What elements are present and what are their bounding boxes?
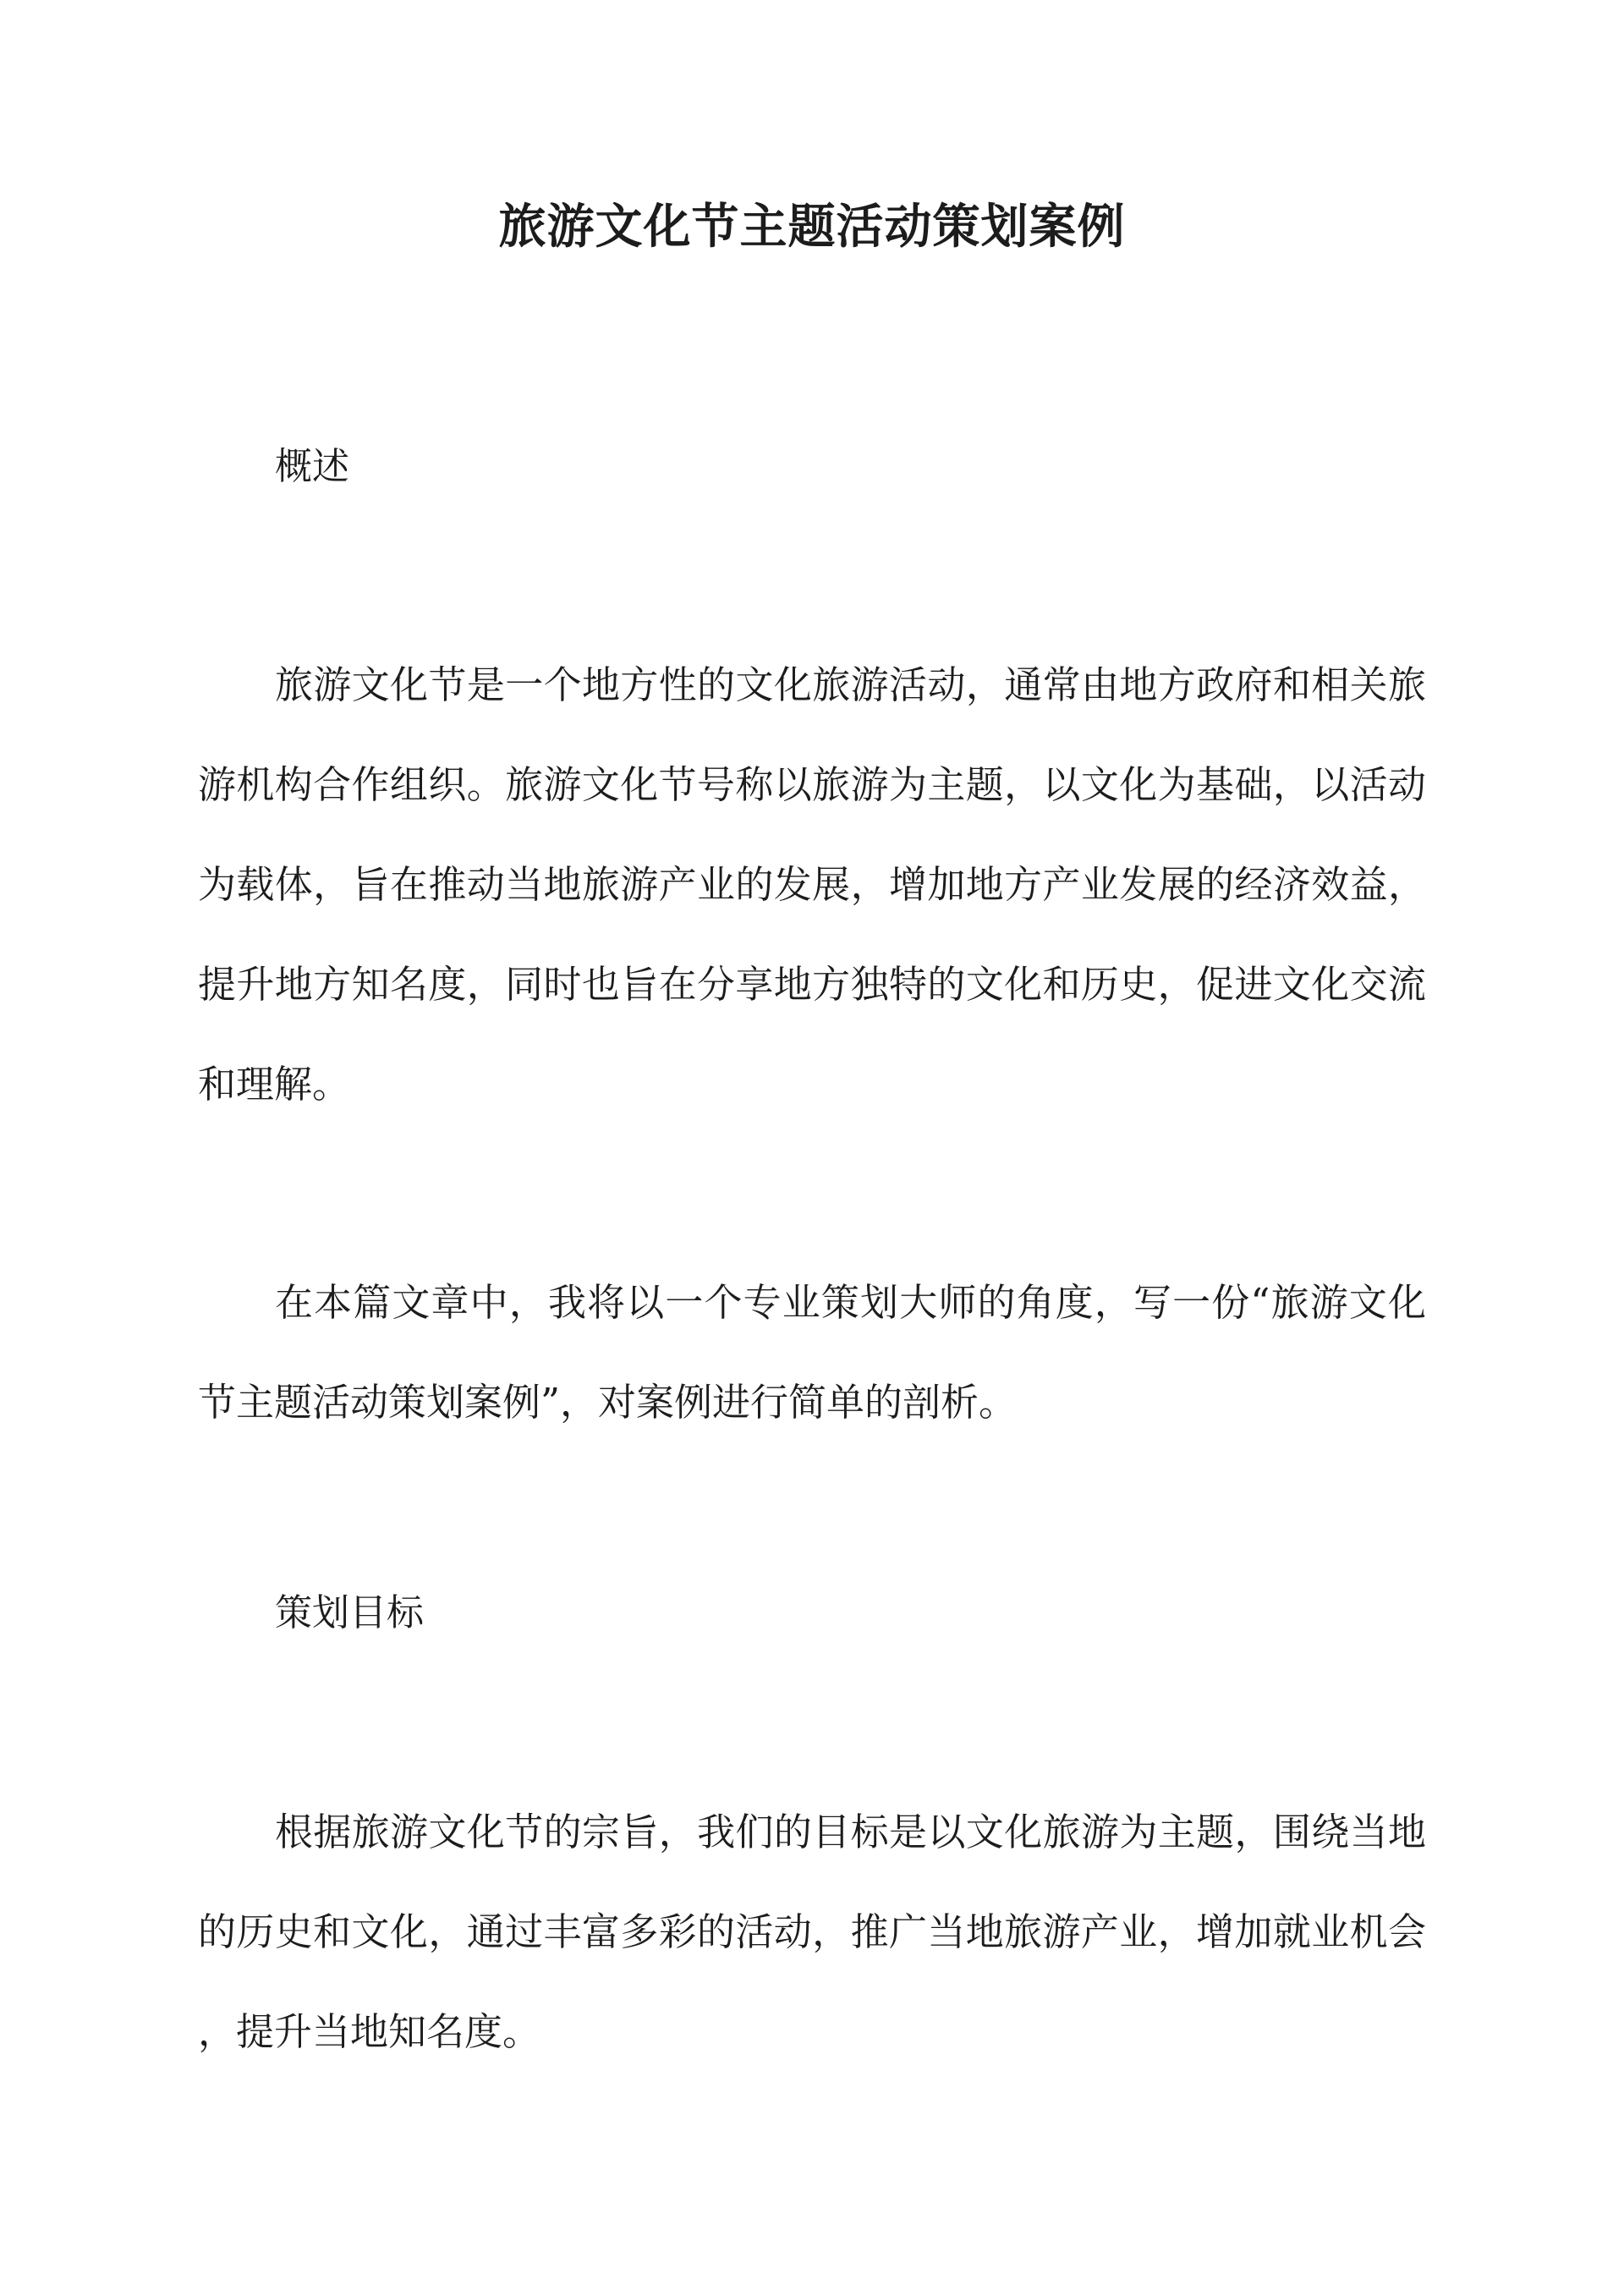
paragraph-line: 为载体，旨在推动当地旅游产业的发展，增加地方产业发展的经济效益， xyxy=(198,862,1426,907)
section-heading-goals: 策划目标 xyxy=(275,1591,424,1634)
paragraph-line: ，提升当地知名度。 xyxy=(198,2009,541,2054)
paragraph-line: 节主题活动策划案例”，对案例进行简单的剖析。 xyxy=(198,1380,1018,1425)
paragraph-line: 根据旅游文化节的宗旨，我们的目标是以文化旅游为主题，围绕当地 xyxy=(275,1810,1426,1854)
paragraph-line: 游机构合作组织。旅游文化节号称以旅游为主题，以文化为基础，以活动 xyxy=(198,762,1426,807)
paragraph-line: 在本篇文章中，我将以一个专业策划大师的角度，写一份“旅游文化 xyxy=(275,1280,1426,1325)
paragraph-line: 提升地方知名度，同时也旨在分享地方独特的文化和历史，促进文化交流 xyxy=(198,962,1426,1007)
paragraph-line: 旅游文化节是一个地方性的文化旅游活动，通常由地方政府和相关旅 xyxy=(275,662,1426,707)
paragraph-line: 的历史和文化，通过丰富多彩的活动，推广当地旅游产业，增加就业机会 xyxy=(198,1909,1426,1954)
paragraph-line: 和理解。 xyxy=(198,1062,351,1107)
document-title: 旅游文化节主题活动策划案例 xyxy=(498,199,1126,255)
section-heading-overview: 概述 xyxy=(275,445,349,488)
